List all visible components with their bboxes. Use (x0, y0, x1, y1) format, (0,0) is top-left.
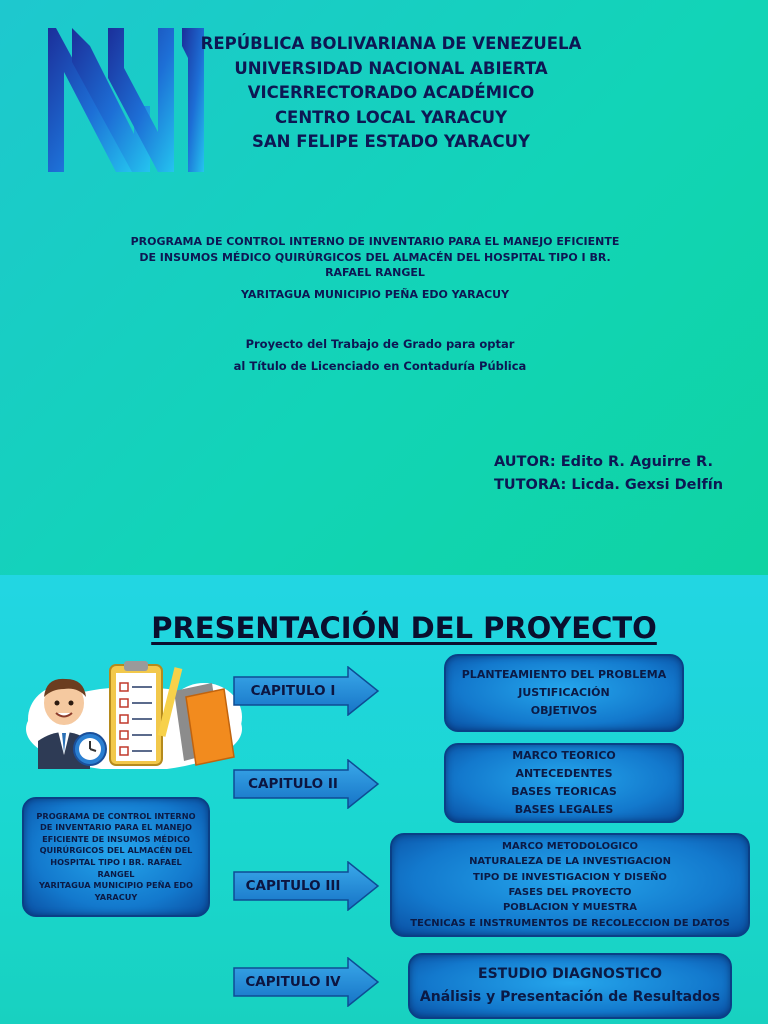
box-line: OBJETIVOS (530, 704, 598, 717)
box-line: QUIRÚRGICOS DEL ALMACÉN DEL (39, 845, 193, 856)
box-line: NATURALEZA DE LA INVESTIGACION (469, 856, 671, 868)
chapter-1-arrow (232, 666, 380, 716)
chapter-label: CAPITULO II (248, 776, 338, 792)
box-line: PROGRAMA DE CONTROL INTERNO (36, 810, 196, 821)
degree-text (200, 333, 560, 377)
header-line: SAN FELIPE ESTADO YARACUY (252, 132, 530, 151)
chapter-4-arrow (232, 957, 380, 1007)
header-line: UNIVERSIDAD NACIONAL ABIERTA (234, 58, 548, 78)
box-line: HOSPITAL TIPO I BR. RAFAEL (50, 857, 182, 867)
chapter-2-content-box (444, 743, 684, 823)
program-title (110, 234, 640, 302)
degree-line: al Título de Licenciado en Contaduría Pública (233, 359, 527, 373)
chapter-label: CAPITULO III (245, 878, 341, 894)
municipality-line: YARITAGUA MUNICIPIO PEÑA EDO YARACUY (240, 287, 510, 301)
box-line: POBLACION Y MUESTRA (502, 902, 638, 914)
chapter-1-content-box (444, 654, 684, 732)
presentation-slide (0, 575, 768, 1024)
box-line: BASES LEGALES (514, 803, 614, 816)
chapter-label: CAPITULO I (250, 683, 336, 699)
box-line: FASES DEL PROYECTO (508, 887, 632, 898)
box-line: YARITAGUA MUNICIPIO PEÑA EDO (38, 880, 193, 891)
box-line: PLANTEAMIENTO DEL PROBLEMA (461, 668, 667, 681)
una-logo-icon (46, 22, 206, 180)
institution-header (196, 32, 586, 155)
header-line: VICERRECTORADO ACADÉMICO (247, 83, 535, 102)
box-line: TIPO DE INVESTIGACION Y DISEÑO (473, 871, 667, 883)
chapter-4-content-box (408, 953, 732, 1019)
box-line: DE INVENTARIO PARA EL MANEJO (39, 822, 193, 833)
box-line: EFICIENTE DE INSUMOS MÉDICO (42, 833, 190, 844)
chapter-3-arrow (232, 861, 380, 911)
degree-line: Proyecto del Trabajo de Grado para optar (245, 337, 515, 351)
header-line: REPÚBLICA BOLIVARIANA DE VENEZUELA (200, 34, 582, 53)
box-line: RANGEL (97, 868, 135, 879)
chapter-3-content-box (390, 833, 750, 937)
header-line: CENTRO LOCAL YARACUY (274, 107, 508, 127)
author-block (494, 451, 723, 497)
slide-title: PRESENTACIÓN DEL PROYECTO (151, 611, 657, 645)
program-line: PROGRAMA DE CONTROL INTERNO DE INVENTARIO PARA EL MANEJO EFICIENTE (130, 235, 620, 248)
box-line: Análisis y Presentación de Resultados (419, 989, 721, 1005)
box-line: BASES TEORICAS (511, 785, 617, 798)
author-line: AUTOR: Edito R. Aguirre R. (494, 454, 713, 470)
box-line: MARCO METODOLOGICO (502, 841, 638, 853)
box-line: ESTUDIO DIAGNOSTICO (478, 966, 662, 982)
box-line: TECNICAS E INSTRUMENTOS DE RECOLECCION DE DATOS (410, 917, 730, 929)
program-line: RAFAEL RANGEL (325, 266, 425, 279)
box-line: ANTECEDENTES (515, 767, 613, 780)
chapter-label: CAPITULO IV (245, 974, 341, 990)
office-worker-documents-icon (24, 657, 242, 769)
chapter-2-arrow (232, 759, 380, 809)
program-summary-box (22, 797, 210, 917)
box-line: YARACUY (94, 891, 138, 902)
box-line: MARCO TEORICO (512, 749, 616, 762)
program-line: DE INSUMOS MÉDICO QUIRÚRGICOS DEL ALMACÉN DEL HOSPITAL TIPO I BR. (139, 250, 611, 264)
box-line: JUSTIFICACIÓN (518, 686, 610, 699)
tutor-line: TUTORA: Licda. Gexsi Delfín (494, 477, 724, 493)
